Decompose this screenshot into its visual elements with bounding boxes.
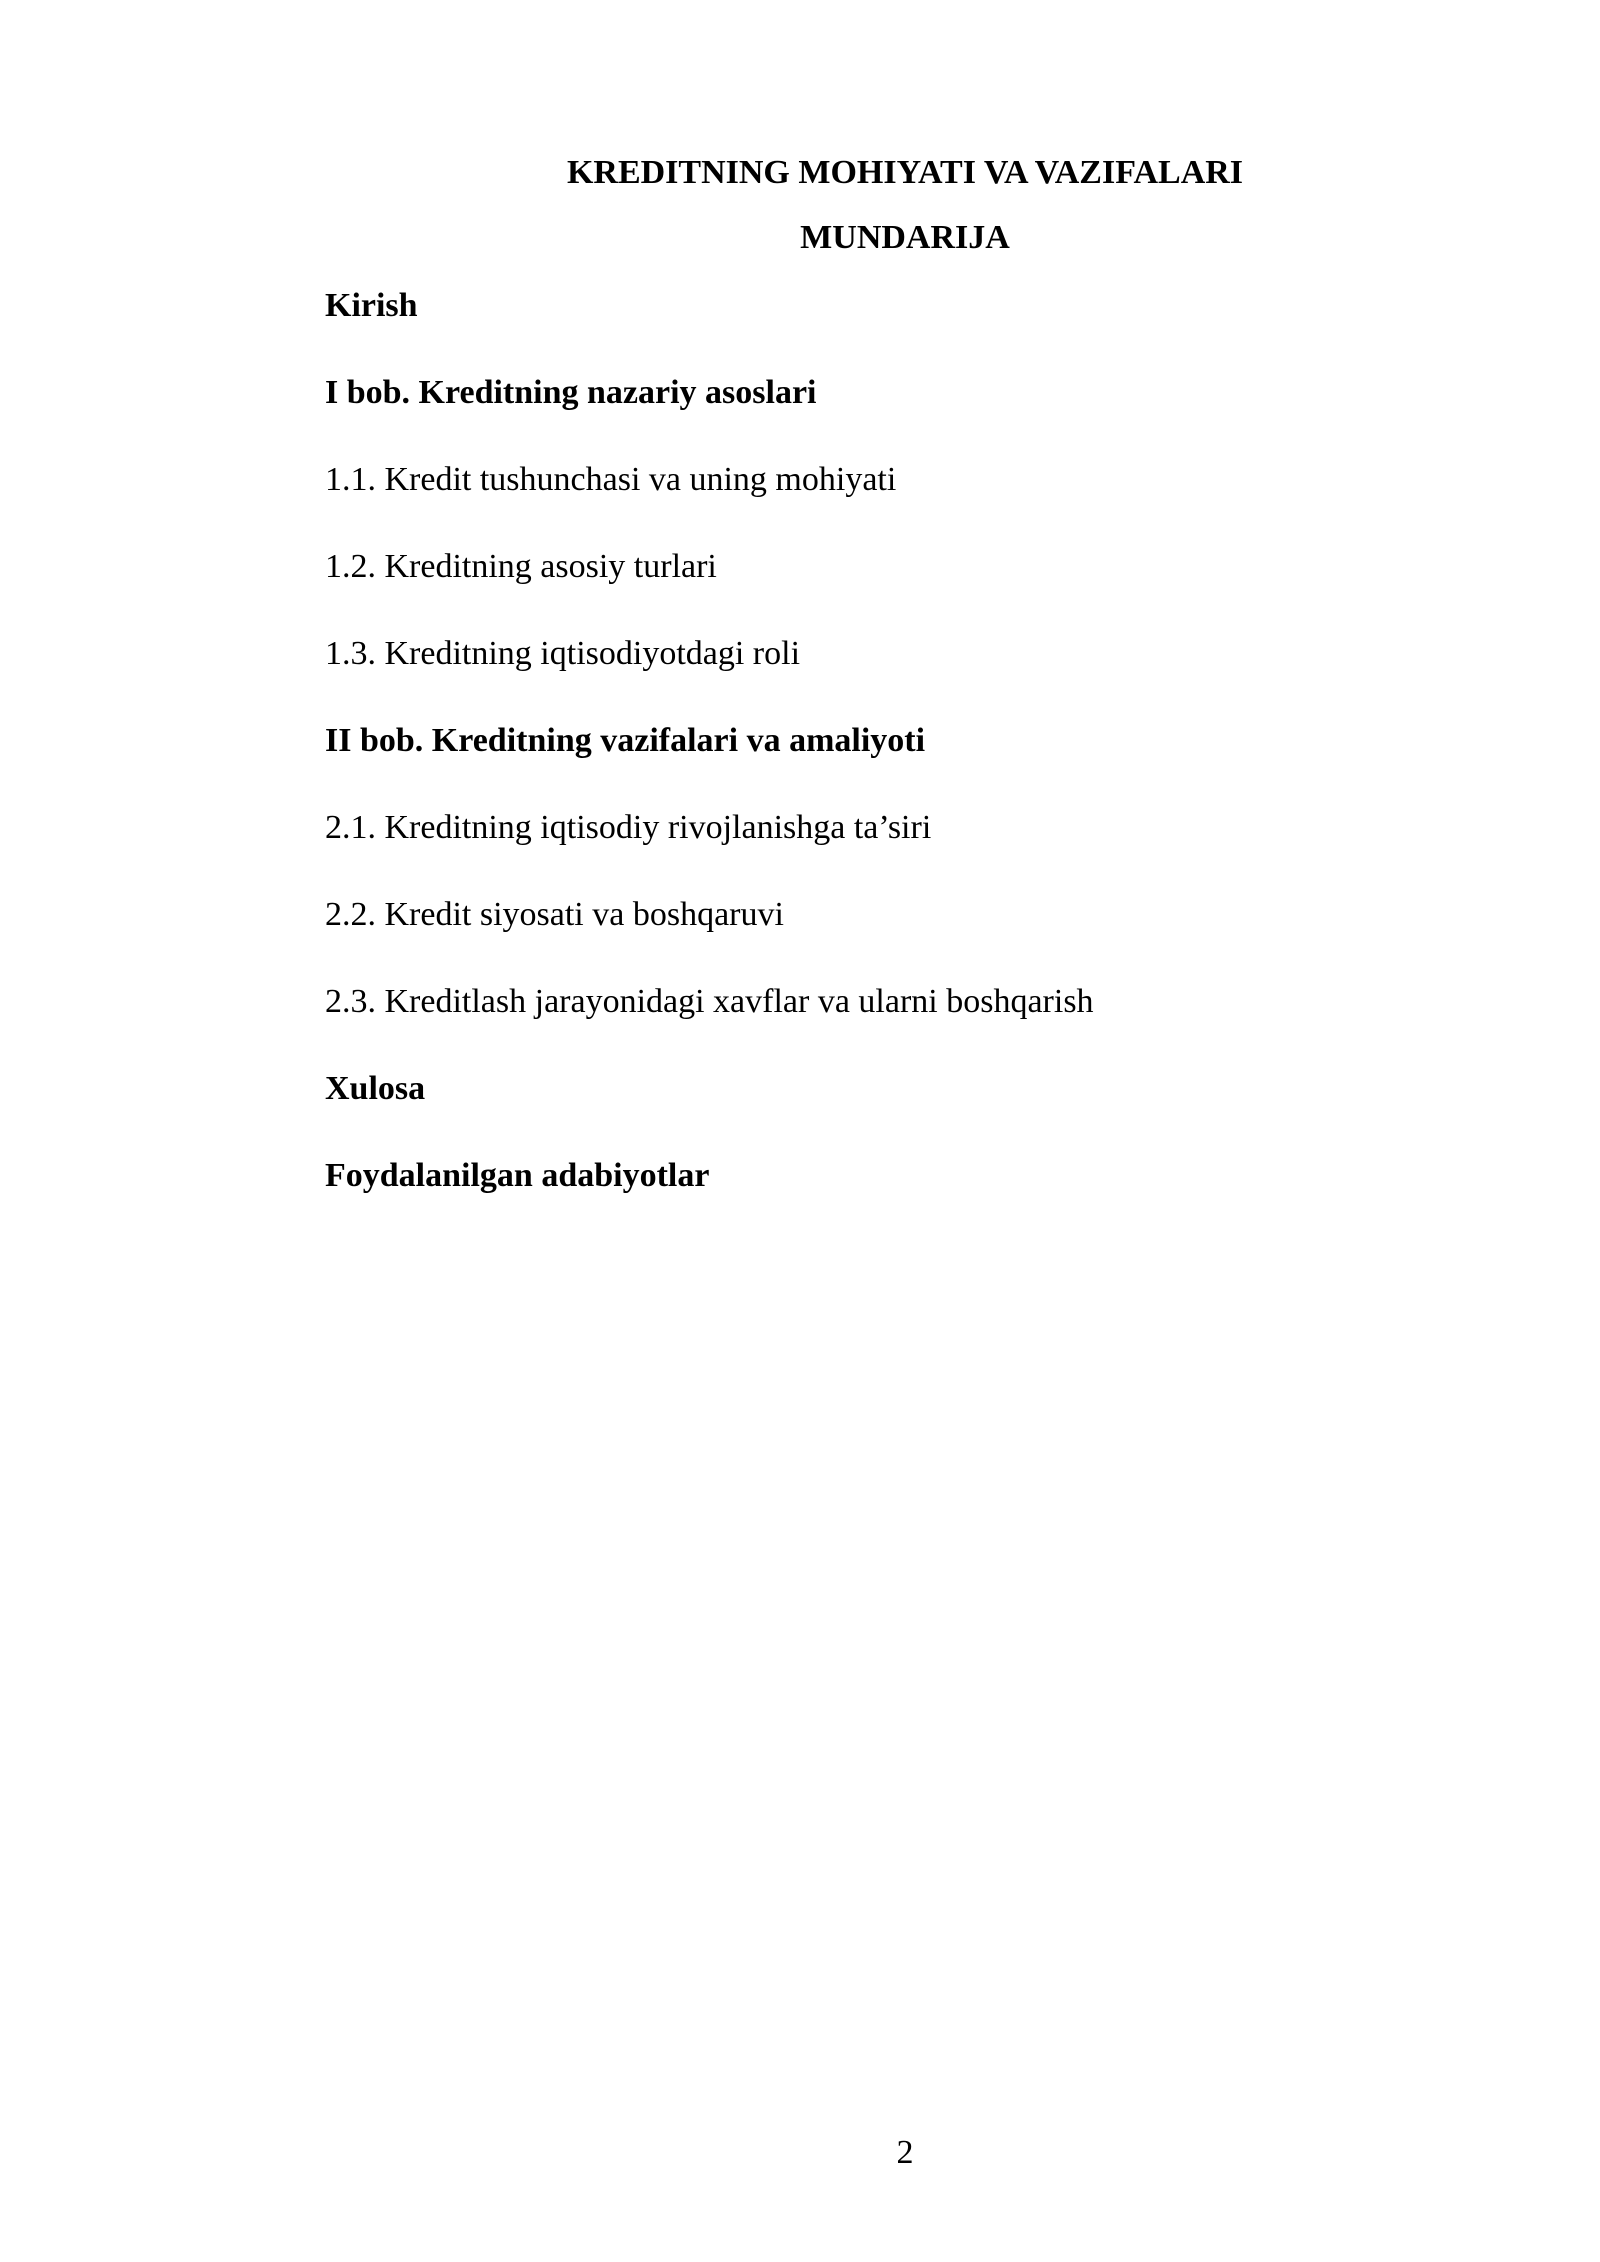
table-of-contents [325, 284, 1485, 1241]
toc-item-section-1-3: 1.3. Kreditning iqtisodiyotdagi roli [325, 635, 801, 672]
toc-item-chapter-2: II bob. Kreditning vazifalari va amaliyoti [325, 722, 926, 759]
toc-item-kirish: Kirish [325, 287, 418, 324]
toc-item-xulosa: Xulosa [325, 1070, 426, 1107]
toc-heading: MUNDARIJA [800, 219, 1010, 256]
toc-item-references: Foydalanilgan adabiyotlar [325, 1157, 710, 1194]
toc-item-section-2-1: 2.1. Kreditning iqtisodiy rivojlanishga ta’siri [325, 809, 932, 846]
document-title: KREDITNING MOHIYATI VA VAZIFALARI [566, 154, 1244, 191]
toc-item-section-2-3: 2.3. Kreditlash jarayonidagi xavflar va ularni boshqarish [325, 983, 1094, 1020]
toc-item-section-1-2: 1.2. Kreditning asosiy turlari [325, 548, 717, 585]
toc-item-chapter-1: I bob. Kreditning nazariy asoslari [325, 374, 817, 411]
page-number: 2 [896, 2134, 914, 2171]
toc-item-section-2-2: 2.2. Kredit siyosati va boshqaruvi [325, 896, 784, 933]
toc-item-section-1-1: 1.1. Kredit tushunchasi va uning mohiyati [325, 461, 897, 498]
